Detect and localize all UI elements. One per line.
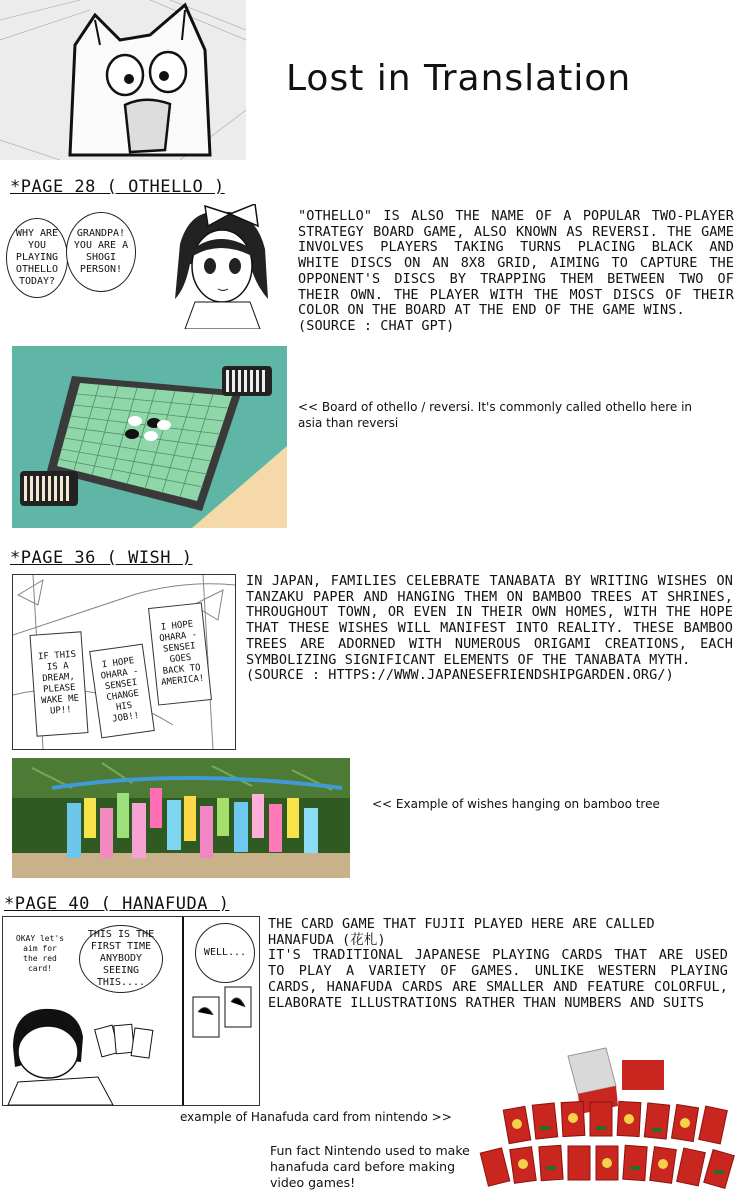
othello-board-image xyxy=(12,346,287,528)
speech-bubble-grandpa: GRANDPA! YOU ARE A SHOGI PERSON! xyxy=(66,212,136,292)
wish-tag-change-job: I HOPE OHARA -SENSEI CHANGE HIS JOB!! xyxy=(89,644,155,739)
hanafuda-description-intro: THE CARD GAME THAT FUJII PLAYED HERE ARE CALLED HANAFUDA (花札) xyxy=(268,916,655,948)
speech-bubble-okay: OKAY let's aim for the red card! xyxy=(11,923,69,985)
wish-tag-dream: IF THIS IS A DREAM, PLEASE WAKE ME UP!! xyxy=(30,631,89,736)
cat-manga-panel xyxy=(0,0,246,160)
wish-manga-panel xyxy=(12,574,236,750)
othello-board-photo xyxy=(12,346,287,528)
wish-description xyxy=(246,574,733,684)
hanafuda-photo-caption: example of Hanafuda card from nintendo >> xyxy=(180,1110,452,1124)
hanafuda-description xyxy=(268,917,728,1011)
othello-photo-caption: << Board of othello / reversi. It's commonly called othello here in asia than reversi xyxy=(298,400,693,430)
hanafuda-cards-photo xyxy=(476,1046,744,1196)
girl-character-illustration xyxy=(160,204,280,329)
fun-fact-note: Fun fact Nintendo used to make hanafuda card before making video games! xyxy=(270,1143,470,1190)
hanafuda-cards-image xyxy=(476,1046,744,1196)
othello-description xyxy=(298,209,734,335)
othello-description-source: (SOURCE : CHAT GPT) xyxy=(298,317,455,334)
section-header-wish: *PAGE 36 ( WISH ) xyxy=(10,548,193,568)
speech-bubble-well: WELL... xyxy=(195,923,255,983)
cat-illustration xyxy=(0,0,246,160)
page-title: Lost in Translation xyxy=(286,58,632,99)
tanabata-photo-caption: << Example of wishes hanging on bamboo tree xyxy=(372,797,660,811)
wish-description-source: (SOURCE : HTTPS://WWW.JAPANESEFRIENDSHIPGARDEN.ORG/) xyxy=(246,667,674,684)
bamboo-wishes-image xyxy=(12,758,350,878)
hanafuda-manga-panel xyxy=(2,916,260,1106)
speech-bubble-first-time: THIS IS THE FIRST TIME ANYBODY SEEING THIS.... xyxy=(79,925,163,993)
othello-manga-panel xyxy=(0,198,288,333)
othello-description-main: "OTHELLO" IS ALSO THE NAME OF A POPULAR TWO-PLAYER STRATEGY BOARD GAME, ALSO KNOWN AS REVERSI. THE GAME INVOLVES PLAYERS TAKING TURNS PLACING BLACK AND WHITE DISCS ON AN 8X8 GRID, AIMING TO CAPTURE THE OPPONENT'S DISCS BY TRAPPING THEM BETWEEN TWO OF THEIR OWN. THE PLAYER WITH THE MOST DISCS OF THEIR COLOR ON THE BOARD AT THE END OF THE GAME WINS. xyxy=(298,208,734,319)
speech-bubble-why: WHY ARE YOU PLAYING OTHELLO TODAY? xyxy=(6,218,68,298)
tanabata-wishes-photo xyxy=(12,758,350,878)
hanafuda-description-main: IT'S TRADITIONAL JAPANESE PLAYING CARDS THAT ARE USED TO PLAY A VARIETY OF GAMES. UNLIKE WESTERN PLAYING CARDS, HANAFUDA CARDS ARE SMALLER AND FEATURE COLORFUL, ELABORATE ILLUSTRATIONS RATHER THAN NUMBERS AND SUITS xyxy=(268,947,728,1011)
wish-description-main: IN JAPAN, FAMILIES CELEBRATE TANABATA BY WRITING WISHES ON TANZAKU PAPER AND HANGING THEM ON BAMBOO TREES AT SHRINES, THROUGHOUT TOWN, OR EVEN IN THEIR OWN HOMES, WITH THE HOPE THAT THESE WISHES WILL MANIFEST INTO REALITY. THESE BAMBOO TREES ARE ADORNED WITH NUMEROUS ORIGAMI CREATIONS, EACH SYMBOLIZING SIGNIFICANT ELEMENTS OF THE TANABATA MYTH. xyxy=(246,573,733,668)
section-header-hanafuda: *PAGE 40 ( HANAFUDA ) xyxy=(4,894,230,914)
wish-tag-go-back: I HOPE OHARA -SENSEI GOES BACK TO AMERICA! xyxy=(148,602,212,705)
section-header-othello: *PAGE 28 ( OTHELLO ) xyxy=(10,177,225,197)
